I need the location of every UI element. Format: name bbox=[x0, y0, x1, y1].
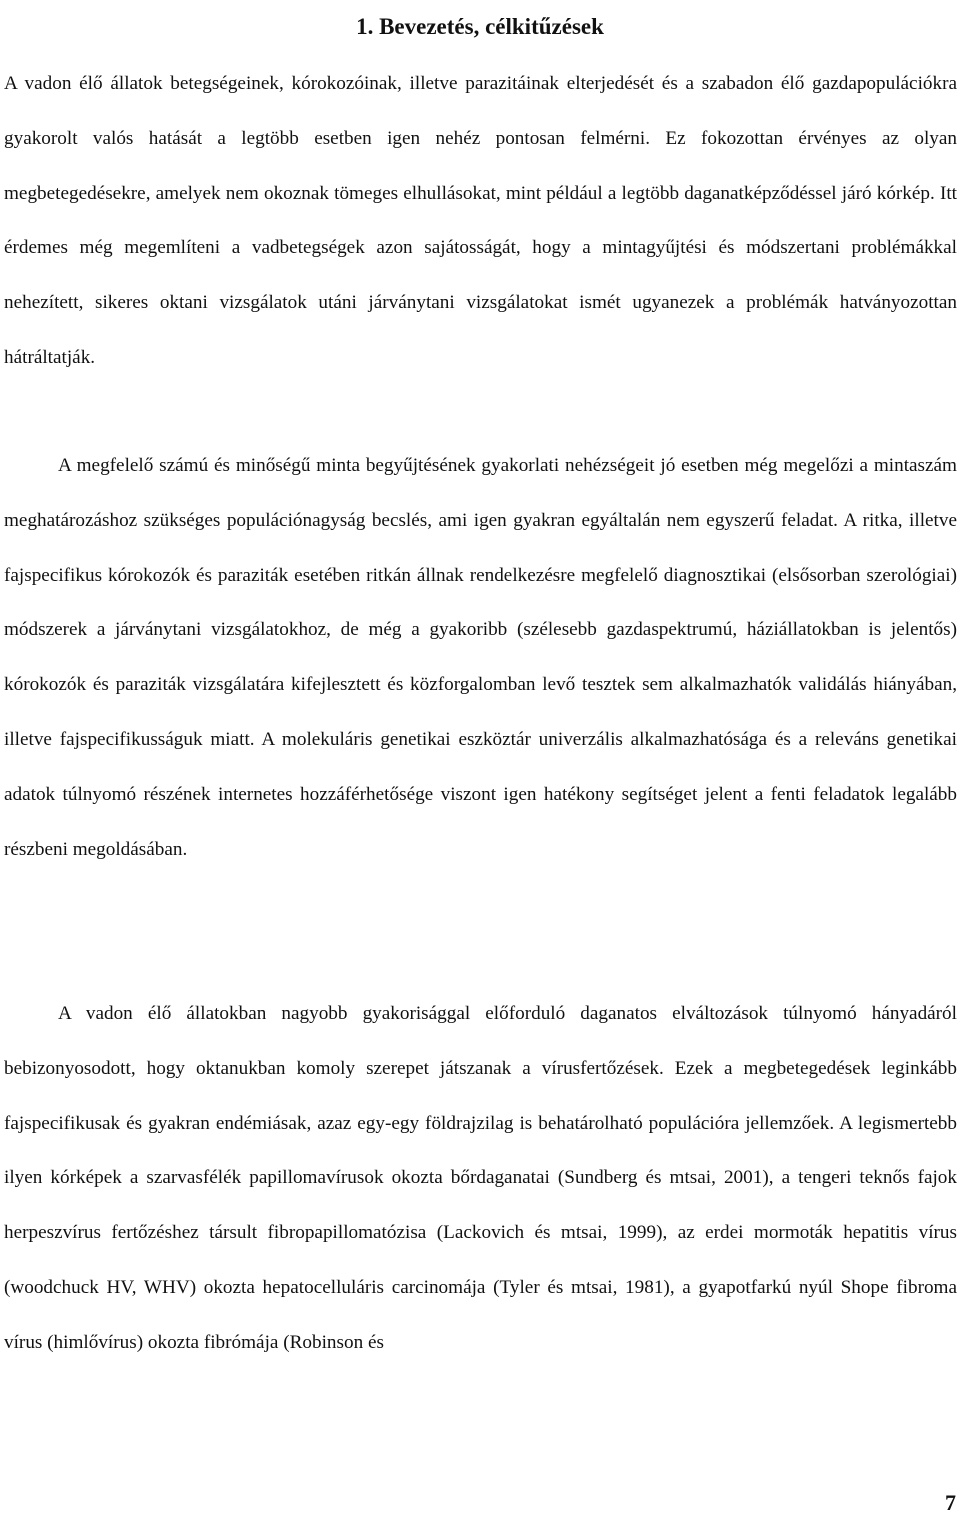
paragraph-3: A vadon élő állatokban nagyobb gyakorisággal előforduló daganatos elváltozások túlnyomó hányadáról bebizonyosodott, hogy oktanukban komoly szerepet játszanak a vírusfertőzések. Ezek a megbetegedések leginkább fajspecifikusak és gyakran endémiásak, azaz egy-egy földrajzilag is behatárolható populációra jellemzőek. A legismertebb ilyen kórképek a szarvasfélék papillomavírusok okozta bőrdaganatai (Sundberg és mtsai, 2001), a tengeri teknős fajok herpeszvírus fertőzéshez társult fibropapillomatózisa (Lackovich és mtsai, 1999), az erdei mormoták hepatitis vírus (woodchuck HV, WHV) okozta hepatocelluláris carcinomája (Tyler és mtsai, 1981), a gyapotfarkú nyúl Shope fibroma vírus (himlővírus) okozta fibrómája (Robinson és bbox=[4, 1003, 957, 1353]
paragraph-1: A vadon élő állatok betegségeinek, kórokozóinak, illetve parazitáinak elterjedését és a szabadon élő gazdapopulációkra gyakorolt valós hatását a legtöbb esetben igen nehéz pontosan felmérni. Ez fokozottan érvényes az olyan megbetegedésekre, amelyek nem okoznak tömeges elhullásokat, mint például a legtöbb daganatképződéssel járó kórkép. Itt érdemes még megemlíteni a vadbetegségek azon sajátosságát, hogy a mintagyűjtési és módszertani problémákkal nehezített, sikeres oktani vizsgálatok utáni járványtani vizsgálatokat ismét ugyanezek a problémák hatványozottan hátráltatják. bbox=[4, 73, 957, 368]
page-number: 7 bbox=[945, 1490, 956, 1515]
paragraph-2: A megfelelő számú és minőségű minta begyűjtésének gyakorlati nehézségeit jó esetben még megelőzi a mintaszám meghatározáshoz szükséges populációnagyság becslés, ami igen gyakran egyáltalán nem egyszerű feladat. A ritka, illetve fajspecifikus kórokozók és paraziták esetében ritkán állnak rendelkezésre megfelelő diagnosztikai (elsősorban szerológiai) módszerek a járványtani vizsgálatokhoz, de még a gyakoribb (szélesebb gazdaspektrumú, háziállatokban is jelentős) kórokozók és paraziták vizsgálatára kifejlesztett és közforgalomban levő tesztek sem alkalmazhatók validálás hiányában, illetve fajspecifikusságuk miatt. A molekuláris genetikai eszköztár univerzális alkalmazhatósága és a releváns genetikai adatok túlnyomó részének internetes hozzáférhetősége viszont igen hatékony segítséget jelent a fenti feladatok legalább részbeni megoldásában. bbox=[4, 455, 957, 860]
chapter-heading: 1. Bevezetés, célkitűzések bbox=[356, 14, 604, 40]
